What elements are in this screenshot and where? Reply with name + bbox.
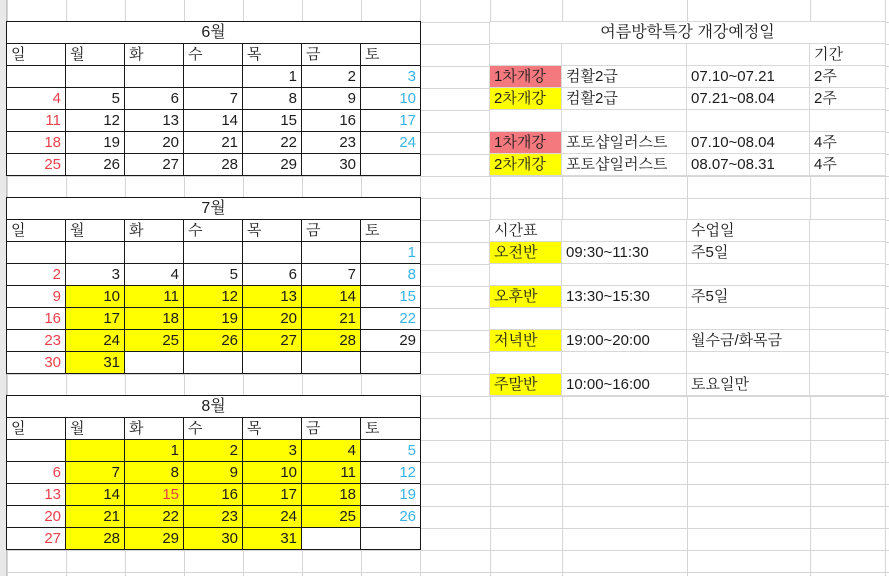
timetable-title[interactable]: 시간표 [490,220,562,242]
course-dates[interactable]: 07.10~08.04 [687,132,810,154]
timetable-table [489,219,886,396]
course-dates[interactable]: 08.07~08.31 [687,154,810,176]
weekday-header[interactable]: 일 [7,44,66,66]
day-cell[interactable]: 5 [66,88,125,110]
day-cell[interactable]: 6 [243,264,302,286]
day-cell[interactable]: 24 [66,330,125,352]
empty-cell[interactable] [490,308,562,330]
gridline [0,176,889,177]
week-row [7,154,421,176]
empty-cell[interactable] [810,242,886,264]
weekday-header[interactable]: 수 [184,220,243,242]
weekday-header[interactable]: 목 [243,44,302,66]
round-label[interactable]: 1차개강 [490,132,562,154]
day-cell[interactable]: 20 [243,308,302,330]
special-header-row [490,44,886,66]
day-cell[interactable]: 6 [125,88,184,110]
class-days[interactable]: 주5일 [687,242,810,264]
day-cell[interactable]: 31 [243,528,302,550]
day-cell[interactable]: 9 [184,462,243,484]
weekday-header[interactable]: 월 [66,418,125,440]
week-row [7,506,421,528]
day-cell[interactable]: 15 [361,286,421,308]
day-cell[interactable] [243,242,302,264]
weekday-header[interactable]: 토 [361,418,421,440]
weekday-header-row [7,44,421,66]
lecture-row [490,132,886,154]
week-row [7,286,421,308]
day-cell[interactable]: 19 [184,308,243,330]
day-cell[interactable]: 14 [66,484,125,506]
blank-row [490,110,886,132]
week-row [7,440,421,462]
empty-cell[interactable] [810,374,886,396]
day-cell[interactable]: 24 [243,506,302,528]
day-cell[interactable]: 28 [66,528,125,550]
class-time[interactable]: 13:30~15:30 [562,286,687,308]
weekday-header[interactable]: 금 [302,418,361,440]
day-cell[interactable]: 8 [361,264,421,286]
day-cell[interactable]: 10 [361,88,421,110]
weekday-header[interactable]: 화 [125,418,184,440]
empty-cell[interactable] [810,352,886,374]
round-label[interactable]: 1차개강 [490,66,562,88]
day-cell[interactable]: 13 [7,484,66,506]
empty-cell[interactable] [810,220,886,242]
week-row [7,66,421,88]
class-time[interactable]: 19:00~20:00 [562,330,687,352]
day-cell[interactable]: 22 [243,132,302,154]
weekday-header[interactable]: 금 [302,220,361,242]
class-row [490,242,886,264]
day-cell[interactable]: 26 [66,154,125,176]
blank-row [490,308,886,330]
day-cell[interactable]: 25 [7,154,66,176]
special-title-row [490,22,886,44]
day-cell[interactable]: 13 [243,286,302,308]
timetable-header-row [490,220,886,242]
day-cell[interactable]: 9 [7,286,66,308]
day-cell[interactable] [66,242,125,264]
day-cell[interactable]: 16 [7,308,66,330]
weekday-header-row [7,418,421,440]
day-cell[interactable]: 19 [66,132,125,154]
month-title[interactable]: 7월 [7,198,421,220]
day-cell[interactable]: 15 [243,110,302,132]
weekday-header[interactable]: 화 [125,220,184,242]
month-title[interactable]: 6월 [7,22,421,44]
week-row [7,132,421,154]
empty-cell[interactable] [810,286,886,308]
course-name[interactable]: 컴활2급 [562,66,687,88]
lecture-row [490,88,886,110]
day-cell[interactable]: 21 [302,308,361,330]
day-cell[interactable] [302,242,361,264]
empty-cell[interactable] [490,110,562,132]
day-cell[interactable]: 9 [302,88,361,110]
day-cell[interactable]: 12 [361,462,421,484]
day-cell[interactable]: 4 [7,88,66,110]
day-cell[interactable]: 6 [7,462,66,484]
blank-row [490,352,886,374]
weekday-header[interactable]: 토 [361,220,421,242]
day-cell[interactable]: 16 [302,110,361,132]
day-cell[interactable]: 4 [125,264,184,286]
empty-cell[interactable] [810,330,886,352]
course-dates[interactable]: 07.10~07.21 [687,66,810,88]
day-cell[interactable] [302,528,361,550]
day-cell[interactable]: 8 [125,462,184,484]
day-cell[interactable]: 14 [302,286,361,308]
day-cell[interactable]: 25 [125,330,184,352]
week-row [7,462,421,484]
gridline [0,572,889,573]
day-cell[interactable]: 20 [125,132,184,154]
class-row [490,330,886,352]
period-header[interactable]: 기간 [810,44,886,66]
empty-cell[interactable] [562,44,687,66]
course-name[interactable]: 포토샵일러스트 [562,132,687,154]
day-cell[interactable] [184,242,243,264]
weekday-header[interactable]: 일 [7,220,66,242]
day-cell[interactable]: 18 [302,484,361,506]
course-duration[interactable]: 4주 [810,132,886,154]
month-title[interactable]: 8월 [7,396,421,418]
course-duration[interactable]: 4주 [810,154,886,176]
weekday-header-row [7,220,421,242]
day-cell[interactable]: 30 [302,154,361,176]
course-name[interactable]: 컴활2급 [562,88,687,110]
weekday-header[interactable]: 일 [7,418,66,440]
day-cell[interactable]: 28 [302,330,361,352]
day-cell[interactable]: 7 [184,88,243,110]
day-cell[interactable]: 27 [125,154,184,176]
weekday-header[interactable]: 수 [184,418,243,440]
weekday-header[interactable]: 화 [125,44,184,66]
special-lectures-table [489,21,886,176]
empty-cell[interactable] [562,308,687,330]
blank-row [490,264,886,286]
empty-cell[interactable] [490,264,562,286]
day-cell[interactable]: 1 [243,66,302,88]
month-title-row [7,22,421,44]
day-cell[interactable]: 24 [361,132,421,154]
day-cell[interactable]: 8 [243,88,302,110]
day-cell[interactable] [361,528,421,550]
day-cell[interactable]: 23 [302,132,361,154]
day-cell[interactable]: 2 [302,66,361,88]
day-cell[interactable]: 2 [184,440,243,462]
day-cell[interactable]: 5 [184,264,243,286]
day-cell[interactable] [184,66,243,88]
week-row [7,264,421,286]
lecture-row [490,66,886,88]
day-cell[interactable]: 25 [302,506,361,528]
day-cell[interactable]: 22 [125,506,184,528]
empty-cell[interactable] [562,352,687,374]
course-dates[interactable]: 07.21~08.04 [687,88,810,110]
empty-cell[interactable] [490,352,562,374]
day-cell[interactable]: 1 [125,440,184,462]
course-duration[interactable]: 2주 [810,66,886,88]
empty-cell[interactable] [687,44,810,66]
day-cell[interactable]: 21 [66,506,125,528]
class-label[interactable]: 주말반 [490,374,562,396]
day-cell[interactable]: 11 [125,286,184,308]
weekday-header[interactable]: 금 [302,44,361,66]
class-days[interactable]: 주5일 [687,286,810,308]
week-row [7,242,421,264]
day-cell[interactable]: 29 [125,528,184,550]
day-cell[interactable]: 7 [66,462,125,484]
empty-cell[interactable] [687,308,810,330]
course-name[interactable]: 포토샵일러스트 [562,154,687,176]
month-title-row [7,198,421,220]
day-cell[interactable]: 1 [361,242,421,264]
weekday-header[interactable]: 월 [66,44,125,66]
class-label[interactable]: 오전반 [490,242,562,264]
empty-cell[interactable] [562,264,687,286]
day-cell[interactable]: 17 [361,110,421,132]
empty-cell[interactable] [687,110,810,132]
week-row [7,528,421,550]
calendar-june [6,21,421,176]
calendar-july [6,197,421,374]
day-cell[interactable]: 4 [302,440,361,462]
day-cell[interactable]: 15 [125,484,184,506]
course-duration[interactable]: 2주 [810,88,886,110]
day-cell[interactable] [125,352,184,374]
day-cell[interactable] [243,352,302,374]
class-days[interactable]: 토요일만 [687,374,810,396]
weekday-header[interactable]: 수 [184,44,243,66]
lecture-row [490,154,886,176]
day-cell[interactable]: 10 [66,286,125,308]
weekday-header[interactable]: 목 [243,418,302,440]
day-cell[interactable]: 29 [361,330,421,352]
day-cell[interactable]: 26 [184,330,243,352]
day-cell[interactable]: 22 [361,308,421,330]
class-days[interactable]: 월수금/화목금 [687,330,810,352]
day-cell[interactable]: 29 [243,154,302,176]
day-cell[interactable]: 21 [184,132,243,154]
class-time[interactable]: 09:30~11:30 [562,242,687,264]
day-cell[interactable]: 19 [361,484,421,506]
empty-cell[interactable] [810,110,886,132]
day-cell[interactable]: 31 [66,352,125,374]
week-row [7,308,421,330]
day-cell[interactable]: 17 [243,484,302,506]
weekday-header[interactable]: 목 [243,220,302,242]
day-cell[interactable] [66,66,125,88]
day-cell[interactable]: 5 [361,440,421,462]
day-cell[interactable]: 11 [302,462,361,484]
week-row [7,484,421,506]
class-row [490,286,886,308]
day-cell[interactable] [7,66,66,88]
empty-cell[interactable] [490,44,562,66]
month-title-row [7,396,421,418]
day-cell[interactable] [125,66,184,88]
day-cell[interactable]: 27 [243,330,302,352]
calendar-august [6,395,421,550]
day-cell[interactable] [66,440,125,462]
week-row [7,330,421,352]
day-cell[interactable]: 2 [7,264,66,286]
day-cell[interactable]: 30 [184,528,243,550]
weekday-header[interactable]: 토 [361,44,421,66]
class-label[interactable]: 저녁반 [490,330,562,352]
day-cell[interactable]: 12 [184,286,243,308]
day-cell[interactable]: 3 [66,264,125,286]
day-cell[interactable]: 23 [184,506,243,528]
day-cell[interactable]: 27 [7,528,66,550]
day-cell[interactable]: 12 [66,110,125,132]
day-cell[interactable]: 14 [184,110,243,132]
day-cell[interactable]: 3 [243,440,302,462]
week-row [7,88,421,110]
weekday-header[interactable]: 월 [66,220,125,242]
empty-cell[interactable] [687,352,810,374]
day-cell[interactable]: 17 [66,308,125,330]
days-header[interactable]: 수업일 [687,220,810,242]
day-cell[interactable]: 11 [7,110,66,132]
empty-cell[interactable] [687,264,810,286]
gridline [0,550,889,551]
day-cell[interactable]: 18 [7,132,66,154]
day-cell[interactable]: 13 [125,110,184,132]
day-cell[interactable]: 10 [243,462,302,484]
round-label[interactable]: 2차개강 [490,88,562,110]
class-time[interactable]: 10:00~16:00 [562,374,687,396]
day-cell[interactable] [361,154,421,176]
day-cell[interactable]: 7 [302,264,361,286]
day-cell[interactable]: 23 [7,330,66,352]
empty-cell[interactable] [562,220,687,242]
empty-cell[interactable] [810,308,886,330]
day-cell[interactable] [125,242,184,264]
day-cell[interactable] [302,352,361,374]
day-cell[interactable] [184,352,243,374]
day-cell[interactable] [7,440,66,462]
day-cell[interactable] [361,352,421,374]
week-row [7,110,421,132]
week-row [7,352,421,374]
empty-cell[interactable] [810,264,886,286]
day-cell[interactable]: 18 [125,308,184,330]
day-cell[interactable] [7,242,66,264]
class-row [490,374,886,396]
empty-cell[interactable] [562,110,687,132]
day-cell[interactable]: 26 [361,506,421,528]
day-cell[interactable]: 30 [7,352,66,374]
special-lectures-title[interactable]: 여름방학특강 개강예정일 [490,22,886,44]
round-label[interactable]: 2차개강 [490,154,562,176]
day-cell[interactable]: 28 [184,154,243,176]
day-cell[interactable]: 20 [7,506,66,528]
day-cell[interactable]: 16 [184,484,243,506]
class-label[interactable]: 오후반 [490,286,562,308]
day-cell[interactable]: 3 [361,66,421,88]
